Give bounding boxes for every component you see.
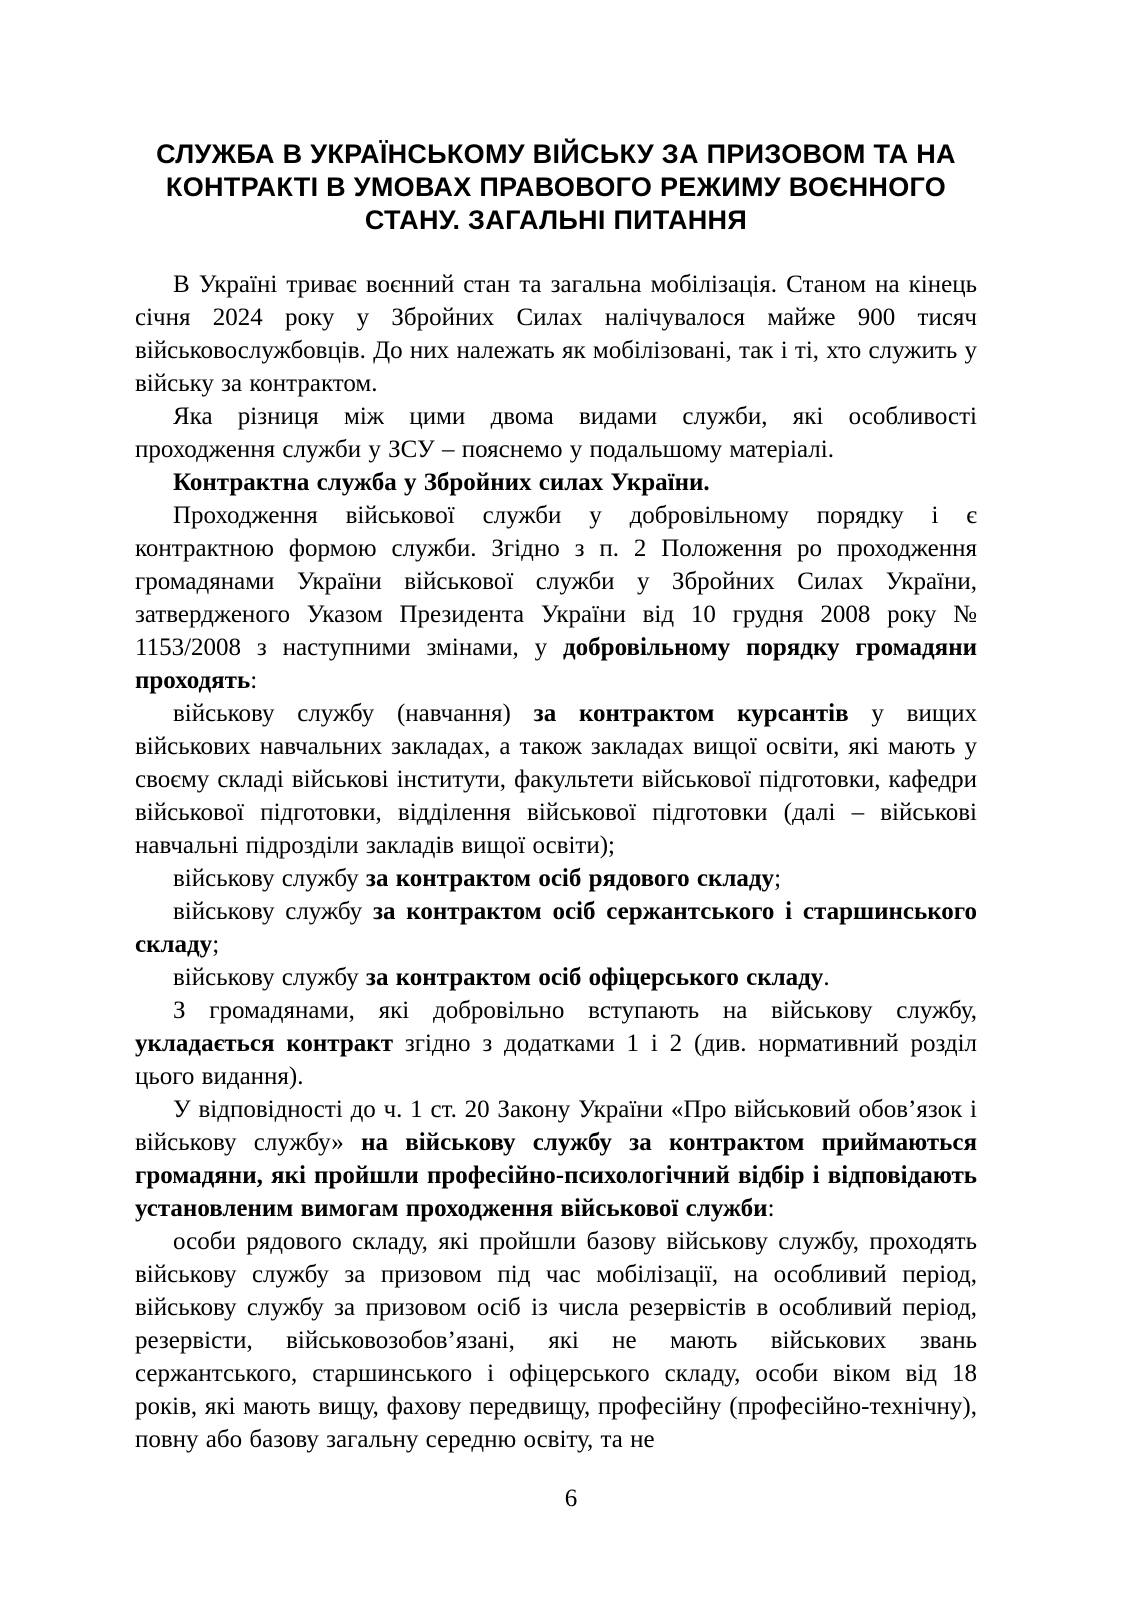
- text-run: військову службу: [173, 898, 373, 925]
- text-run: військову службу: [173, 964, 366, 991]
- bold-text-run: за контрактом курсантів: [533, 700, 849, 727]
- text-run: В Україні триває воєнний стан та загальна мобілізація. Станом на кінець січня 2024 року у Збройних Силах налічувалося майже 900 тисяч військовослужбовців. До них належать як мобілізовані, так і ті, хто служить у війську за контрактом.: [135, 271, 977, 397]
- paragraph: [135, 1225, 977, 1456]
- text-run: військову службу (навчання): [173, 700, 534, 727]
- bold-text-run: за контрактом осіб рядового складу: [365, 865, 775, 892]
- paragraph: [135, 961, 977, 994]
- text-run: ;: [212, 931, 220, 958]
- paragraph: [135, 1093, 977, 1225]
- text-run: згідно з додатками 1 і 2 (див. нормативний розділ цього видання).: [135, 1030, 978, 1090]
- text-run: .: [823, 964, 830, 991]
- text-run: :: [767, 1195, 775, 1222]
- text-run: особи рядового складу, які пройшли базову військову службу, проходять військову службу за призовом під час мобілізації, на особливий період, військову службу за призовом осіб із числа резервістів в особливий період, резервісти, військовозобов’язані, які не мають військових звань сержантського, старшинського і офіцерського складу, особи віком від 18 років, які мають вищу, фахову передвищу, професійну (професійно-технічну), повну або базову загальну середню освіту, та не: [135, 1228, 977, 1453]
- page-number: 6: [564, 1485, 578, 1512]
- paragraph: [135, 994, 977, 1093]
- text-run: ;: [774, 865, 782, 892]
- paragraph: [135, 895, 977, 961]
- bold-text-run: за контрактом осіб сержантського і старшинського складу: [135, 898, 978, 958]
- bold-text-run: добровільному порядку громадяни проходять: [135, 634, 978, 694]
- paragraph: [135, 499, 977, 697]
- bold-text-run: Контрактна служба у Збройних силах України.: [173, 469, 710, 496]
- document-body: [135, 268, 977, 1456]
- text-run: Проходження військової служби у добровільному порядку і є контрактною формою служби. Згідно з п. 2 Положення ро проходження громадянами України військової служби у Збройних Силах України, затвердженого Указом Президента України від 10 грудня 2008 року № 1153/2008 з наступними змінами, у: [135, 502, 977, 661]
- text-run: :: [250, 667, 258, 694]
- text-run: у вищих військових навчальних закладах, а також закладах вищої освіти, які мають у своєму складі військові інститути, факультети військової підготовки, кафедри військової підготовки, відділення військової підготовки (далі – військові навчальні підрозділи закладів вищої освіти);: [135, 700, 977, 859]
- document-title: СЛУЖБА В УКРАЇНСЬКОМУ ВІЙСЬКУ ЗА ПРИЗОВОМ ТА НА КОНТРАКТІ В УМОВАХ ПРАВОВОГО РЕЖИМУ ВОЄННОГО СТАНУ. ЗАГАЛЬНІ ПИТАННЯ: [156, 139, 956, 235]
- bold-text-run: укладається контракт: [135, 1030, 393, 1057]
- paragraph: [135, 862, 977, 895]
- text-run: У відповідності до ч. 1 ст. 20 Закону України «Про військовий обов’язок і військову службу»: [135, 1096, 977, 1156]
- text-run: З громадянами, які добровільно вступають на військову службу,: [173, 997, 977, 1024]
- bold-text-run: за контрактом осіб офіцерського складу: [365, 964, 824, 991]
- paragraph: [135, 400, 977, 466]
- text-run: військову службу: [173, 865, 366, 892]
- bold-text-run: на військову службу за контрактом приймаються громадяни, які пройшли професійно-психологічний відбір і відповідають установленим вимогам проходження військової служби: [135, 1129, 977, 1222]
- paragraph: [135, 268, 977, 400]
- paragraph: [135, 466, 977, 499]
- text-run: Яка різниця між цими двома видами служби, які особливості проходження служби у ЗСУ – пояснемо у подальшому матеріалі.: [135, 403, 977, 463]
- paragraph: [135, 697, 977, 862]
